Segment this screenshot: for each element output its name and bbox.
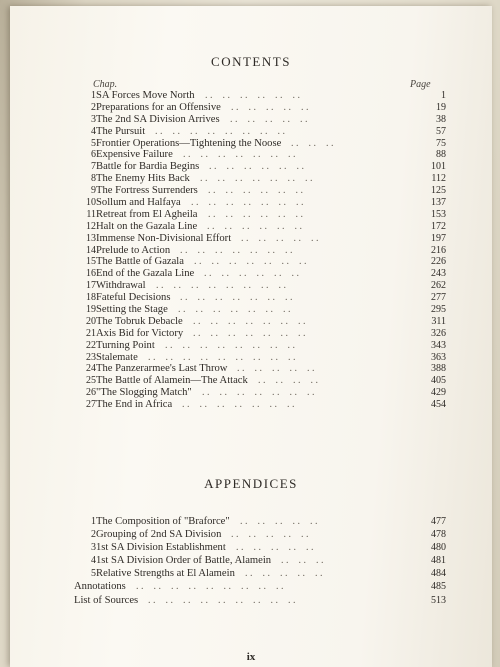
- entry-title: The 2nd SA Division Arrives: [96, 113, 220, 125]
- dot-leader: . . . . . . . . . . . .: [207, 220, 312, 232]
- dot-leader: . . . . . . . . . . . .: [209, 161, 314, 173]
- dot-leader: . . . . . . . . . . . . . . . . . .: [148, 594, 306, 606]
- entry-title: Halt on the Gazala Line: [96, 220, 198, 232]
- chapter-row: [0, 90, 500, 102]
- entry-number: 20: [86, 315, 96, 327]
- entry-title: Expensive Failure: [96, 149, 173, 161]
- chapter-row: [0, 387, 500, 399]
- entry-page-number: 295: [431, 304, 446, 316]
- entry-number: 4: [91, 125, 96, 137]
- entry-number: 3: [91, 113, 96, 125]
- chapter-row: [0, 316, 500, 328]
- dot-leader: . . . . . . . . . . . . . .: [178, 304, 301, 316]
- entry-title: The Battle of Alamein—The Attack: [96, 375, 248, 387]
- entry-number: 5: [91, 137, 96, 149]
- entry-page-number: 480: [431, 542, 446, 554]
- entry-page-number: 137: [431, 197, 446, 209]
- entry-page-number: 243: [431, 268, 446, 280]
- entry-page-number: 405: [431, 375, 446, 387]
- entry-page-number: 388: [431, 363, 446, 375]
- chapter-row: [0, 114, 500, 126]
- dot-leader: . . . . . . . . . . . . . .: [193, 315, 316, 327]
- dot-leader: . . . . . . . . . . . .: [204, 268, 309, 280]
- entry-page-number: 363: [431, 351, 446, 363]
- dot-leader: . . . . . . . . . . . . . .: [180, 244, 303, 256]
- entry-page-number: 88: [436, 149, 446, 161]
- dot-leader: . . . . . . . . . . . . . . . . . .: [148, 351, 306, 363]
- dot-leader: . . . . . . . .: [258, 375, 328, 387]
- entry-title: 1st SA Division Order of Battle, Alamein: [96, 555, 272, 567]
- entry-number: 15: [86, 256, 96, 268]
- dot-leader: . . . . . . . . . .: [231, 529, 319, 541]
- entry-title: The Enemy Hits Back: [96, 173, 190, 185]
- chapter-row: [0, 399, 500, 411]
- chapter-row: [0, 280, 500, 292]
- dot-leader: . . . . . . . . . .: [240, 516, 328, 527]
- entry-page-number: 153: [431, 208, 446, 220]
- entry-page-number: 38: [436, 113, 446, 125]
- chapter-row: [0, 185, 500, 197]
- entry-page-number: 485: [431, 581, 446, 593]
- chapter-row: [0, 209, 500, 221]
- entry-page-number: 262: [431, 280, 446, 292]
- chapter-row: [0, 126, 500, 138]
- entry-page-number: 57: [436, 125, 446, 137]
- chapter-row: [0, 102, 500, 114]
- entry-number: 9: [91, 185, 96, 197]
- dot-leader: . . . . . . . . . . . . . . . .: [156, 280, 296, 292]
- entry-title: Withdrawal: [96, 280, 146, 292]
- entry-page-number: 112: [431, 173, 446, 185]
- entry-page-number: 277: [431, 292, 446, 304]
- entry-page-number: 481: [431, 555, 446, 567]
- entry-number: 23: [86, 351, 96, 363]
- entry-title: Grouping of 2nd SA Division: [96, 529, 222, 541]
- entry-page-number: 513: [431, 594, 446, 606]
- entry-page-number: 19: [436, 101, 446, 113]
- entry-page-number: 75: [436, 137, 446, 149]
- chapter-row: [0, 292, 500, 304]
- entry-title: Sollum and Halfaya: [96, 197, 181, 209]
- chapter-row: [0, 256, 500, 268]
- appendices-title: APPENDICES: [204, 476, 298, 491]
- entry-title: Immense Non-Divisional Effort: [96, 232, 232, 244]
- chapter-row: [0, 352, 500, 364]
- entry-number: 7: [91, 161, 96, 173]
- dot-leader: . . . . . . . . . . . . . .: [180, 292, 303, 304]
- contents-title: CONTENTS: [211, 54, 291, 69]
- entry-number: 1: [91, 516, 96, 527]
- entry-page-number: 125: [431, 185, 446, 197]
- chapter-row: [0, 161, 500, 173]
- entry-number: 24: [86, 363, 96, 375]
- appendix-row: [0, 529, 500, 542]
- entry-number: 12: [86, 220, 96, 232]
- entry-title: Fateful Decisions: [96, 292, 171, 304]
- chapter-row: [0, 221, 500, 233]
- dot-leader: . . . . . . . . . . . . . .: [202, 387, 325, 399]
- chapter-row: [0, 245, 500, 257]
- appendix-row: [0, 516, 500, 529]
- entry-title: 1st SA Division Establishment: [96, 542, 226, 554]
- chapter-row: [0, 268, 500, 280]
- entry-title: Retreat from El Agheila: [96, 208, 198, 220]
- entry-number: 5: [91, 568, 96, 580]
- dot-leader: . . . . . . . . . .: [236, 542, 324, 554]
- entry-title: Prelude to Action: [96, 244, 171, 256]
- chapter-row: [0, 149, 500, 161]
- entry-number: 25: [86, 375, 96, 387]
- entry-number: 27: [86, 399, 96, 411]
- chapter-row: [0, 138, 500, 150]
- entry-title: The Fortress Surrenders: [96, 185, 198, 197]
- dot-leader: . . . . . . . . . . . . . . . .: [165, 339, 305, 351]
- entry-title: Annotations: [74, 581, 126, 593]
- dot-leader: . . . . . . . . . .: [237, 363, 325, 375]
- entry-number: 17: [86, 280, 96, 292]
- page-folio: ix: [246, 651, 256, 663]
- entry-page-number: 101: [431, 161, 446, 173]
- dot-leader: . . . . . . . . . . . . . .: [200, 173, 323, 185]
- entry-page-number: 197: [431, 232, 446, 244]
- entry-number: 8: [91, 173, 96, 185]
- dot-leader: . . . . . . . . . . . . . . . . . .: [136, 581, 294, 593]
- entry-number: 16: [86, 268, 96, 280]
- chapter-row: [0, 328, 500, 340]
- entry-number: 11: [86, 208, 96, 220]
- appendix-row: [0, 581, 500, 594]
- entry-title: The End in Africa: [96, 399, 173, 411]
- chap-column-header: Chap.: [93, 79, 118, 90]
- appendix-row: [0, 568, 500, 581]
- entry-title: The Pursuit: [96, 125, 146, 137]
- appendix-row: [0, 595, 500, 608]
- dot-leader: . . . . . . . . . . . . . . . .: [155, 125, 295, 137]
- chapter-row: [0, 233, 500, 245]
- entry-number: 4: [91, 555, 96, 567]
- page-column-header: Page: [410, 79, 431, 90]
- entry-title: The Tobruk Debacle: [96, 315, 183, 327]
- entry-page-number: 429: [431, 387, 446, 399]
- entry-title: Turning Point: [96, 339, 155, 351]
- entry-title: Stalemate: [96, 351, 138, 363]
- chapter-row: [0, 363, 500, 375]
- entry-title: List of Sources: [74, 594, 139, 606]
- entry-number: 26: [86, 387, 96, 399]
- dot-leader: . . . . . . . . . . . . . .: [191, 197, 314, 209]
- entry-page-number: 484: [431, 568, 446, 580]
- chapter-row: [0, 304, 500, 316]
- entry-number: 18: [86, 292, 96, 304]
- entry-page-number: 216: [431, 244, 446, 256]
- entry-page-number: 326: [431, 327, 446, 339]
- appendix-list: [0, 516, 500, 608]
- entry-title: The Battle of Gazala: [96, 256, 184, 268]
- dot-leader: . . . . . . . . . .: [230, 113, 318, 125]
- entry-title: Axis Bid for Victory: [96, 327, 184, 339]
- entry-number: 2: [91, 529, 96, 541]
- chapter-row: [0, 197, 500, 209]
- entry-page-number: 478: [431, 529, 446, 541]
- entry-title: Battle for Bardia Begins: [96, 161, 200, 173]
- entry-page-number: 454: [431, 399, 446, 411]
- chapter-row: [0, 173, 500, 185]
- entry-number: 2: [91, 101, 96, 113]
- entry-title: The Panzerarmee's Last Throw: [96, 363, 228, 375]
- dot-leader: . . . . . .: [291, 137, 344, 149]
- entry-number: 13: [86, 232, 96, 244]
- dot-leader: . . . . . . . . . . . . . .: [193, 327, 316, 339]
- dot-leader: . . . . . . . . . . . . . .: [194, 256, 317, 268]
- entry-title: Frontier Operations—Tightening the Noose: [96, 137, 282, 149]
- entry-page-number: 343: [431, 339, 446, 351]
- entry-number: 3: [91, 542, 96, 554]
- chapter-row: [0, 375, 500, 387]
- entry-number: 21: [86, 327, 96, 339]
- entry-number: 1: [91, 90, 96, 101]
- entry-title: Preparations for an Offensive: [96, 101, 221, 113]
- entry-page-number: 311: [431, 315, 446, 327]
- appendix-row: [0, 555, 500, 568]
- dot-leader: . . . . . . . . . .: [245, 568, 333, 580]
- chapter-row: [0, 340, 500, 352]
- dot-leader: . . . . . . . . . . . . . .: [183, 149, 306, 161]
- dot-leader: . . . . . . . . . . . .: [205, 90, 310, 101]
- entry-page-number: 477: [431, 516, 446, 527]
- entry-title: Setting the Stage: [96, 304, 168, 316]
- entry-number: 19: [86, 304, 96, 316]
- dot-leader: . . . . . . . . . .: [241, 232, 329, 244]
- dot-leader: . . . . . .: [281, 555, 334, 567]
- entry-page-number: 226: [431, 256, 446, 268]
- entry-number: 6: [91, 149, 96, 161]
- dot-leader: . . . . . . . . . . . .: [208, 208, 313, 220]
- entry-title: Relative Strengths at El Alamein: [96, 568, 235, 580]
- entry-number: 10: [86, 197, 96, 209]
- appendix-row: [0, 542, 500, 555]
- entry-title: SA Forces Move North: [96, 90, 195, 101]
- entry-title: The Composition of "Braforce": [96, 516, 230, 527]
- dot-leader: . . . . . . . . . . . . . .: [182, 399, 305, 411]
- entry-number: 22: [86, 339, 96, 351]
- dot-leader: . . . . . . . . . .: [231, 101, 319, 113]
- entry-number: 14: [86, 244, 96, 256]
- entry-page-number: 172: [431, 220, 446, 232]
- chapter-list: [0, 90, 500, 411]
- dot-leader: . . . . . . . . . . . .: [208, 185, 313, 197]
- entry-title: "The Slogging Match": [96, 387, 192, 399]
- entry-title: End of the Gazala Line: [96, 268, 195, 280]
- entry-page-number: 1: [441, 90, 446, 101]
